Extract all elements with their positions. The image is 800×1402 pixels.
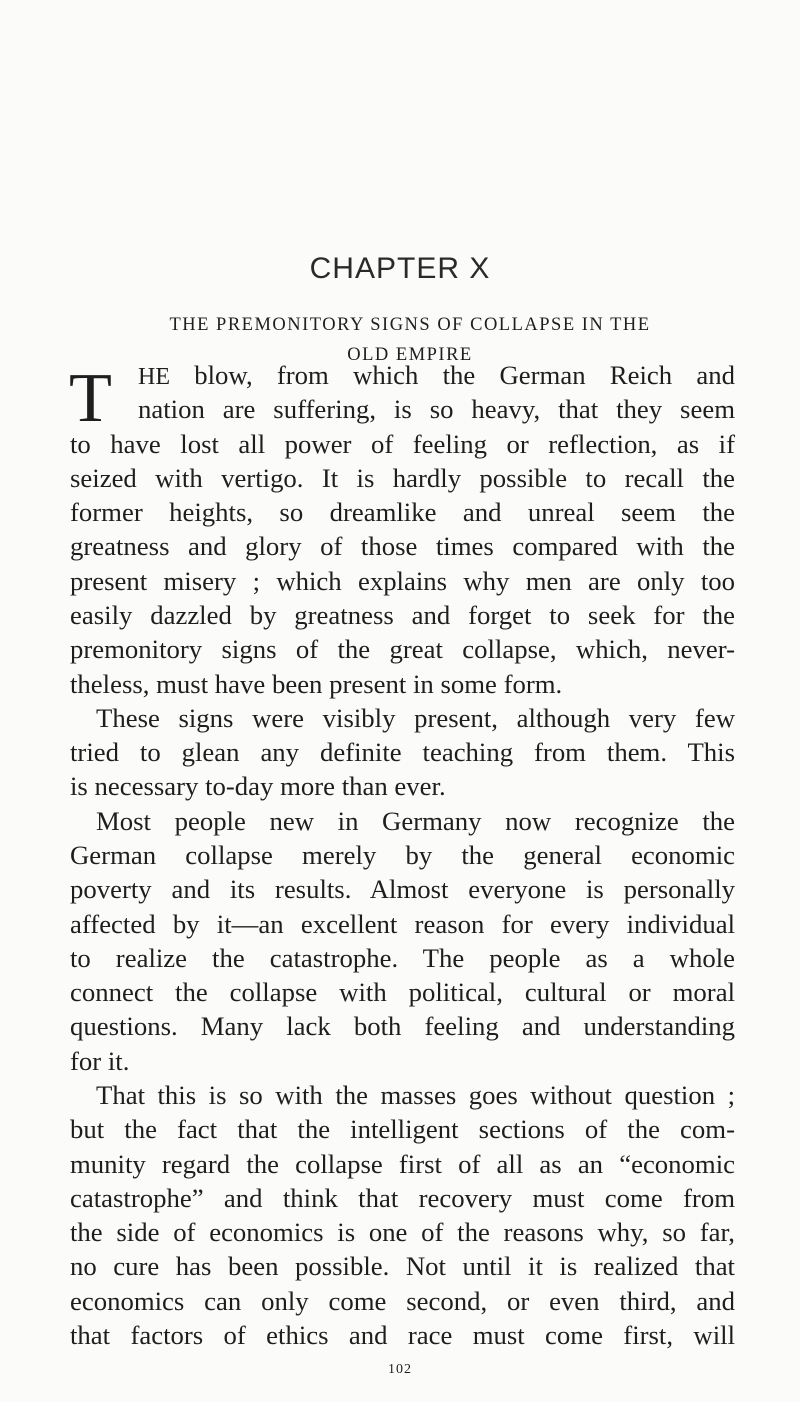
text-line: These signs were visibly present, although very few — [96, 702, 735, 733]
chapter-title-line: OLD EMPIRE — [347, 345, 473, 365]
text-line: for it. — [70, 1045, 130, 1076]
text-line: nation are suffering, is so heavy, that they seem — [138, 394, 735, 425]
text-line: is necessary to-day more than ever. — [70, 771, 446, 802]
text-line: affected by it—an excellent reason for every individual — [70, 908, 735, 939]
text-line — [70, 358, 735, 392]
text-line: to have lost all power of feeling or reflection, as if — [70, 428, 735, 459]
dropcap-rest: HE — [138, 364, 170, 390]
text-line: questions. Many lack both feeling and understanding — [70, 1011, 735, 1042]
text-line: theless, must have been present in some form. — [70, 668, 563, 699]
text-line: premonitory signs of the great collapse, which, never- — [70, 634, 735, 665]
text-line: munity regard the collapse first of all as an “economic — [70, 1148, 735, 1179]
text-line: easily dazzled by greatness and forget to seek for the — [70, 600, 735, 630]
text-line: connect the collapse with political, cultural or moral — [70, 977, 735, 1008]
text-line: tried to glean any definite teaching from them. This — [70, 737, 735, 768]
text-line: catastrophe” and think that recovery must come from — [70, 1182, 735, 1213]
chapter-title-line: THE PREMONITORY SIGNS OF COLLAPSE IN THE — [169, 315, 651, 335]
text-line: the side of economics is one of the reasons why, so far, — [70, 1217, 735, 1248]
text-line: poverty and its results. Almost everyone is personally — [70, 874, 735, 905]
text-line: present misery ; which explains why men are only too — [70, 565, 735, 596]
text-line: German collapse merely by the general economic — [70, 840, 735, 870]
page-number: 102 — [388, 1362, 412, 1377]
drop-cap: T — [69, 359, 112, 437]
text-line: former heights, so dreamlike and unreal seem the — [70, 497, 735, 528]
chapter-heading: CHAPTER X — [309, 252, 491, 285]
text-line: economics can only come second, or even third, and — [70, 1285, 735, 1316]
text-line: but the fact that the intelligent sections of the com- — [70, 1114, 735, 1145]
text-line: that factors of ethics and race must come first, will — [70, 1320, 735, 1350]
text-line: greatness and glory of those times compared with the — [70, 531, 735, 562]
text-fragment: blow, from which the German Reich and — [170, 360, 735, 390]
text-line: to realize the catastrophe. The people as a whole — [70, 942, 735, 973]
text-line: Most people new in Germany now recognize the — [96, 805, 735, 836]
text-line: seized with vertigo. It is hardly possible to recall the — [70, 462, 735, 493]
text-line: no cure has been possible. Not until it is realized that — [70, 1251, 735, 1282]
text-line: That this is so with the masses goes without question ; — [96, 1080, 735, 1110]
